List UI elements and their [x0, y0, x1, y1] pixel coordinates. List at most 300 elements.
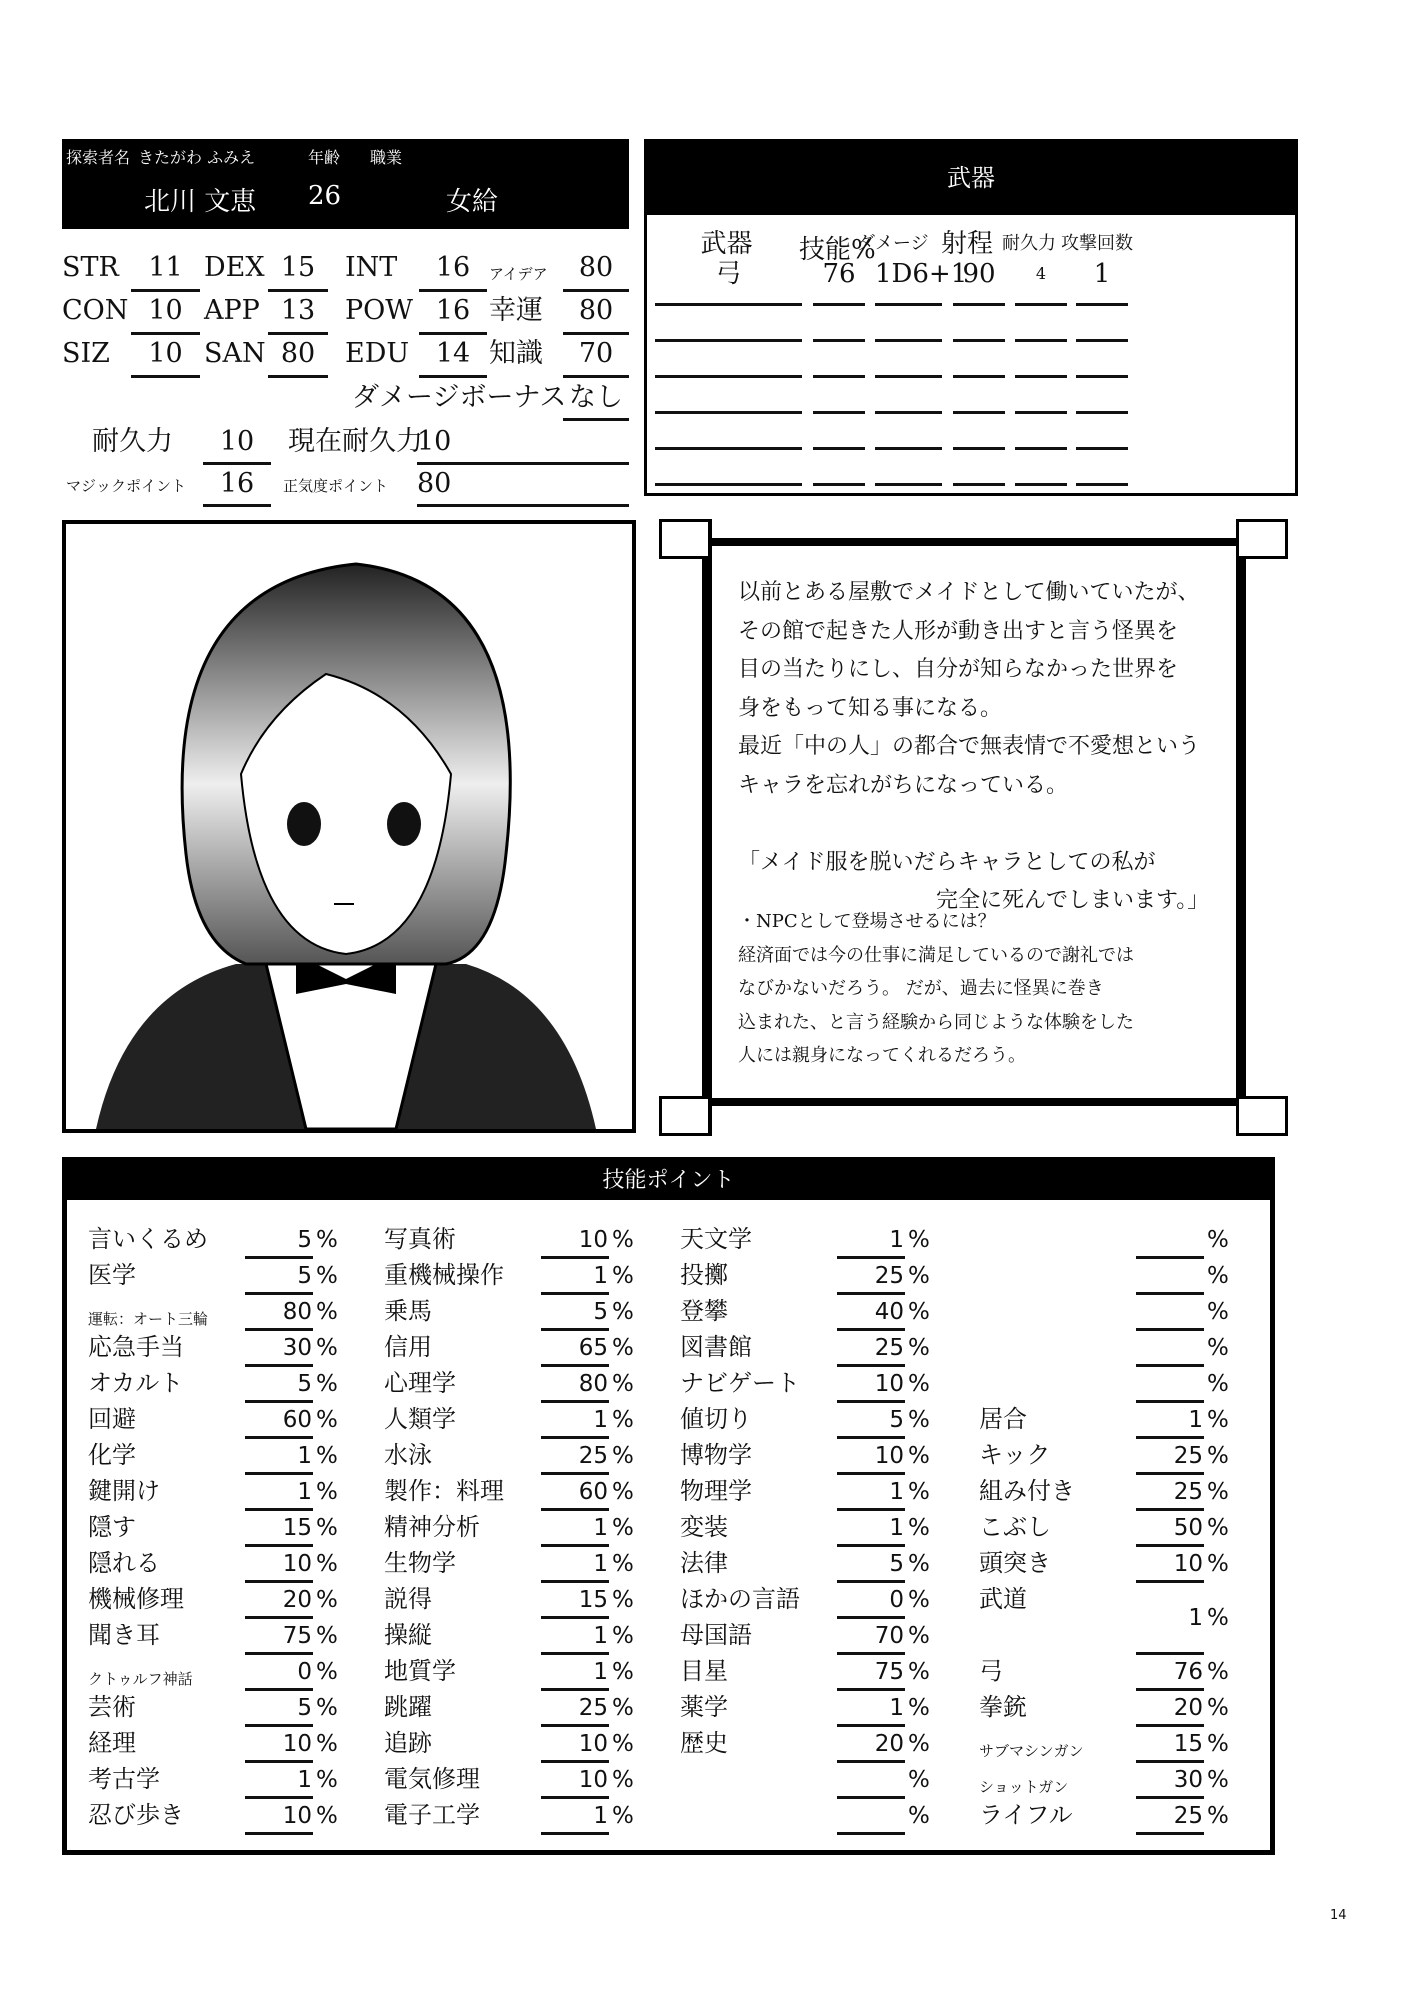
skill-value: 5 [297, 1263, 312, 1289]
stat-label: CON [62, 295, 129, 326]
skill-row [88, 1402, 388, 1438]
percent-sign: % [316, 1623, 338, 1649]
stat-underline [563, 289, 629, 292]
weapon-row-line [953, 483, 1005, 486]
skill-value: 5 [889, 1551, 904, 1577]
skill-value: 1 [297, 1479, 312, 1505]
skill-value: 10 [874, 1371, 904, 1397]
mp-label: マジックポイント [66, 477, 187, 495]
weapon-column-header: 攻撃回数 [1061, 233, 1133, 254]
skill-row [979, 1510, 1279, 1546]
skill-value: 25 [1173, 1803, 1203, 1829]
percent-sign: % [908, 1803, 930, 1829]
skill-value: 30 [282, 1335, 312, 1361]
weapon-row-line [1076, 483, 1128, 486]
backstory-text: 以前とある屋敷でメイドとして働いていたが、 その館で起きた人形が動き出すと言う怪異を 目の当たりにし、自分が知らなかった世界を 身をもって知る事になる。 最近「中の人」の都合で無表情で不愛想という キャラを忘れがちになっている。 「メイド服を脱いだらキャラとしての私が 完全に死んでしまいます。」 [738, 580, 1210, 913]
skill-name: 跳躍 [384, 1693, 432, 1721]
skill-row [88, 1438, 388, 1474]
percent-sign: % [908, 1731, 930, 1757]
stat-label: APP [204, 295, 260, 326]
skill-name: 母国語 [680, 1621, 752, 1649]
skill-name: 芸術 [88, 1693, 136, 1721]
stat-label: POW [345, 295, 414, 326]
npc-usage-note: ・NPCとして登場させるには？ 経済面では今の仕事に満足しているので謝礼では なびかないだろう。 だが、過去に怪異に巻き 込まれた、と言う経験から同じような体験をした 人には親身になってくれるだろう。 [738, 911, 1134, 1066]
skill-value: 80 [578, 1371, 608, 1397]
skill-value: 5 [297, 1695, 312, 1721]
skill-name: 武道 [979, 1585, 1027, 1613]
skill-row [384, 1510, 684, 1546]
age-label: 年齢 [308, 148, 341, 167]
percent-sign: % [612, 1335, 634, 1361]
skill-row [979, 1438, 1279, 1474]
percent-sign: % [316, 1371, 338, 1397]
stat-label: アイデア [489, 265, 548, 283]
skill-row [979, 1690, 1279, 1726]
page-number: 14 [1330, 1908, 1347, 1923]
percent-sign: % [908, 1443, 930, 1469]
stat-underline [563, 332, 629, 335]
stat-value: 15 [280, 252, 316, 283]
weapon-row-line [1076, 375, 1128, 378]
current-hp-value: 10 [417, 426, 452, 457]
investigator-job: 女給 [446, 187, 499, 217]
weapon-row-line [1076, 303, 1128, 306]
stat-label: SAN [204, 338, 266, 369]
skill-value: 15 [282, 1515, 312, 1541]
skill-name: 隠れる [88, 1549, 160, 1577]
percent-sign: % [1207, 1695, 1229, 1721]
skill-name: 考古学 [88, 1765, 160, 1793]
weapon-cell: 90 [962, 259, 996, 289]
skill-name: 拳銃 [979, 1693, 1027, 1721]
skill-value: 10 [578, 1767, 608, 1793]
skill-value: 5 [889, 1407, 904, 1433]
percent-sign: % [316, 1407, 338, 1433]
weapon-cell: 4 [1035, 264, 1047, 283]
skill-name: ナビゲート [680, 1369, 800, 1397]
skill-value: 1 [593, 1659, 608, 1685]
skill-row [680, 1438, 980, 1474]
skill-row [384, 1798, 684, 1834]
stat-underline [268, 289, 328, 292]
skill-name: 博物学 [680, 1441, 752, 1469]
skill-row [384, 1726, 684, 1762]
skill-row [979, 1222, 1279, 1258]
skill-value: 0 [889, 1587, 904, 1613]
skill-row [384, 1690, 684, 1726]
skill-value: 75 [874, 1659, 904, 1685]
percent-sign: % [908, 1407, 930, 1433]
skill-name: 地質学 [384, 1657, 456, 1685]
weapon-row-line [813, 303, 865, 306]
skill-name: 写真術 [384, 1225, 456, 1253]
stat-value: 11 [148, 252, 183, 283]
weapon-row-line [655, 411, 802, 414]
percent-sign: % [316, 1803, 338, 1829]
skill-value: 70 [874, 1623, 904, 1649]
percent-sign: % [316, 1443, 338, 1469]
percent-sign: % [612, 1443, 634, 1469]
skill-name: 回避 [88, 1405, 136, 1433]
skill-value: 20 [1173, 1695, 1203, 1721]
skill-row [680, 1510, 980, 1546]
skill-name: 変装 [680, 1513, 728, 1541]
hp-label: 耐久力 [92, 426, 173, 457]
name-reading: きたがわ ふみえ [138, 148, 256, 167]
skill-row [979, 1366, 1279, 1402]
weapon-row-line [1015, 411, 1067, 414]
name-label: 探索者名 [66, 148, 131, 167]
skill-name: ライフル [979, 1801, 1073, 1829]
skill-name: 乗馬 [384, 1297, 432, 1325]
percent-sign: % [316, 1515, 338, 1541]
skill-value: 1 [593, 1803, 608, 1829]
skill-row [384, 1402, 684, 1438]
skill-row [88, 1798, 388, 1834]
stat-underline [419, 375, 487, 378]
weapon-row-line [875, 339, 942, 342]
weapons-panel [644, 139, 1298, 496]
percent-sign: % [1207, 1803, 1229, 1829]
weapon-row-line [1015, 303, 1067, 306]
percent-sign: % [908, 1623, 930, 1649]
percent-sign: % [908, 1371, 930, 1397]
skill-row [979, 1582, 1279, 1631]
skill-value: 1 [889, 1515, 904, 1541]
skill-value: 1 [593, 1407, 608, 1433]
percent-sign: % [1207, 1263, 1229, 1289]
skill-value: 1 [889, 1227, 904, 1253]
weapon-row-line [953, 375, 1005, 378]
skill-row [680, 1402, 980, 1438]
skill-row [680, 1546, 980, 1582]
stat-label: 知識 [489, 338, 543, 369]
stat-value: 80 [578, 295, 614, 326]
skill-name: 水泳 [384, 1441, 432, 1469]
percent-sign: % [1207, 1227, 1229, 1253]
skill-name: 化学 [88, 1441, 136, 1469]
skill-row [88, 1762, 388, 1798]
skill-name: 物理学 [680, 1477, 752, 1505]
skill-name: 経理 [88, 1729, 136, 1757]
percent-sign: % [908, 1659, 930, 1685]
weapon-cell: 76 [822, 259, 856, 289]
skill-name: こぶし [979, 1513, 1051, 1541]
weapon-cell: 弓 [715, 259, 742, 289]
skill-row [680, 1222, 980, 1258]
skill-value: 25 [578, 1695, 608, 1721]
weapon-row-line [953, 303, 1005, 306]
skill-row [384, 1222, 684, 1258]
skill-row [88, 1546, 388, 1582]
percent-sign: % [316, 1227, 338, 1253]
skill-name: 操縦 [384, 1621, 432, 1649]
percent-sign: % [612, 1407, 634, 1433]
skill-row [979, 1762, 1279, 1798]
skill-name: 精神分析 [384, 1513, 480, 1541]
skill-value: 50 [1173, 1515, 1203, 1541]
skill-row [384, 1762, 684, 1798]
weapon-cell: 1D6+1 [875, 259, 968, 289]
weapon-cell: 1 [1093, 259, 1111, 289]
skill-value: 80 [282, 1299, 312, 1325]
skill-row [88, 1294, 388, 1330]
stat-underline [268, 332, 328, 335]
skill-value: 20 [874, 1731, 904, 1757]
skill-name: 機械修理 [88, 1585, 184, 1613]
skill-underline [837, 1832, 905, 1835]
investigator-name: 北川 文恵 [144, 187, 257, 217]
stat-underline [131, 289, 200, 292]
skill-name: 製作：料理 [384, 1477, 504, 1505]
skill-name: 医学 [88, 1261, 136, 1289]
investigator-header [62, 139, 629, 229]
percent-sign: % [612, 1371, 634, 1397]
skill-row [979, 1726, 1279, 1762]
skill-name: 法律 [680, 1549, 728, 1577]
percent-sign: % [316, 1695, 338, 1721]
skill-name: 電気修理 [384, 1765, 480, 1793]
percent-sign: % [1207, 1335, 1229, 1361]
skill-value: 1 [593, 1263, 608, 1289]
percent-sign: % [1207, 1515, 1229, 1541]
character-portrait [62, 520, 636, 1133]
stat-value: 80 [578, 252, 614, 283]
weapon-row-line [875, 447, 942, 450]
stat-label: INT [345, 252, 398, 283]
skill-value: 1 [1188, 1407, 1203, 1433]
skill-row [979, 1294, 1279, 1330]
skill-row [88, 1330, 388, 1366]
skill-name: 図書館 [680, 1333, 752, 1361]
skill-row [384, 1618, 684, 1654]
weapon-row-line [655, 447, 802, 450]
skill-row [384, 1438, 684, 1474]
skill-row [680, 1654, 980, 1690]
percent-sign: % [612, 1515, 634, 1541]
weapon-row-line [953, 411, 1005, 414]
skill-value: 10 [282, 1551, 312, 1577]
skill-name: 心理学 [384, 1369, 456, 1397]
stat-underline [419, 332, 487, 335]
skill-row [384, 1582, 684, 1618]
skills-title: 技能ポイント [67, 1162, 1270, 1200]
skill-underline [541, 1832, 609, 1835]
skill-value: 60 [282, 1407, 312, 1433]
weapon-row-line [655, 303, 802, 306]
stat-underline [563, 375, 629, 378]
skill-name: 頭突き [979, 1549, 1051, 1577]
percent-sign: % [1207, 1407, 1229, 1433]
skill-value: 1 [593, 1623, 608, 1649]
skill-value: 10 [874, 1443, 904, 1469]
skill-name: 言いくるめ [88, 1225, 208, 1253]
skill-row [680, 1294, 980, 1330]
skill-row [384, 1546, 684, 1582]
skill-name: キック [979, 1441, 1051, 1469]
skill-name: 値切り [680, 1405, 752, 1433]
percent-sign: % [612, 1803, 634, 1829]
skill-value: 10 [578, 1731, 608, 1757]
percent-sign: % [908, 1695, 930, 1721]
weapon-column-header: 技能% [799, 235, 876, 265]
weapon-row-line [813, 483, 865, 486]
skill-value: 1 [297, 1443, 312, 1469]
hp-value: 10 [219, 426, 255, 457]
skill-row [680, 1690, 980, 1726]
skill-row [384, 1654, 684, 1690]
percent-sign: % [908, 1767, 930, 1793]
skill-value: 0 [297, 1659, 312, 1685]
skill-value: 1 [593, 1515, 608, 1541]
skill-row [384, 1294, 684, 1330]
skill-row [979, 1474, 1279, 1510]
weapon-column-header: 耐久力 [1002, 233, 1056, 254]
skill-row [680, 1618, 980, 1654]
percent-sign: % [908, 1299, 930, 1325]
skill-name: 生物学 [384, 1549, 456, 1577]
skill-value: 1 [889, 1695, 904, 1721]
weapon-row-line [655, 375, 802, 378]
skill-row [680, 1330, 980, 1366]
weapon-row-line [813, 447, 865, 450]
percent-sign: % [1207, 1605, 1229, 1631]
percent-sign: % [1207, 1299, 1229, 1325]
skill-name: 聞き耳 [88, 1621, 160, 1649]
weapon-row-line [875, 303, 942, 306]
skill-value: 25 [1173, 1443, 1203, 1469]
damage-bonus-value: なし [569, 382, 623, 413]
weapon-row-line [1015, 447, 1067, 450]
skill-value: 60 [578, 1479, 608, 1505]
weapon-row-line [875, 411, 942, 414]
skill-value: 25 [874, 1335, 904, 1361]
weapon-row-line [1076, 339, 1128, 342]
percent-sign: % [612, 1731, 634, 1757]
skill-name: 電子工学 [384, 1801, 480, 1829]
skill-value: 65 [578, 1335, 608, 1361]
stat-value: 13 [280, 295, 316, 326]
skill-value: 1 [593, 1551, 608, 1577]
percent-sign: % [908, 1551, 930, 1577]
job-label: 職業 [370, 148, 403, 167]
percent-sign: % [908, 1515, 930, 1541]
skill-row [979, 1330, 1279, 1366]
weapon-row-line [1015, 483, 1067, 486]
skill-row [88, 1474, 388, 1510]
skill-name: オカルト [88, 1369, 184, 1397]
percent-sign: % [612, 1623, 634, 1649]
skill-name: 応急手当 [88, 1333, 184, 1361]
stat-label: STR [62, 252, 119, 283]
percent-sign: % [316, 1551, 338, 1577]
weapon-row-line [655, 483, 802, 486]
skill-name: 信用 [384, 1333, 432, 1361]
weapon-row-line [813, 339, 865, 342]
percent-sign: % [612, 1695, 634, 1721]
skill-row [979, 1402, 1279, 1438]
skill-underline [245, 1832, 313, 1835]
skill-row [88, 1510, 388, 1546]
weapon-row-line [1015, 375, 1067, 378]
stat-label: SIZ [62, 338, 110, 369]
percent-sign: % [316, 1335, 338, 1361]
skill-row [88, 1618, 388, 1654]
skill-underline [1136, 1832, 1204, 1835]
skill-name: 運転：オート三輪 [88, 1310, 209, 1328]
skill-name: 居合 [979, 1405, 1027, 1433]
skill-name: サブマシンガン [979, 1742, 1084, 1760]
skill-row [88, 1690, 388, 1726]
skill-row [979, 1798, 1279, 1834]
percent-sign: % [1207, 1731, 1229, 1757]
skill-value: 75 [282, 1623, 312, 1649]
skill-row [384, 1366, 684, 1402]
percent-sign: % [316, 1299, 338, 1325]
skill-name: クトゥルフ神話 [88, 1670, 193, 1688]
skill-name: 隠す [88, 1513, 136, 1541]
skill-value: 5 [297, 1227, 312, 1253]
skill-value: 15 [578, 1587, 608, 1613]
percent-sign: % [908, 1227, 930, 1253]
weapon-row-line [813, 375, 865, 378]
mp-value: 16 [219, 468, 255, 499]
skill-value: 1 [889, 1479, 904, 1505]
stat-value: 80 [280, 338, 316, 369]
skill-row [88, 1726, 388, 1762]
percent-sign: % [612, 1587, 634, 1613]
stat-underline [131, 332, 200, 335]
percent-sign: % [1207, 1659, 1229, 1685]
skill-row [384, 1474, 684, 1510]
percent-sign: % [1207, 1479, 1229, 1505]
skill-value: 10 [578, 1227, 608, 1253]
skill-row [88, 1582, 388, 1618]
weapon-row-line [953, 339, 1005, 342]
percent-sign: % [316, 1587, 338, 1613]
stat-label: 幸運 [489, 295, 543, 326]
percent-sign: % [316, 1731, 338, 1757]
weapon-row-line [1076, 447, 1128, 450]
skill-row [88, 1654, 388, 1690]
skill-row [384, 1330, 684, 1366]
skill-value: 1 [297, 1767, 312, 1793]
stat-value: 10 [148, 338, 183, 369]
stat-value: 16 [435, 295, 471, 326]
skill-name: 忍び歩き [88, 1801, 184, 1829]
stat-underline [131, 375, 200, 378]
weapon-row-line [1076, 411, 1128, 414]
skill-value: 40 [874, 1299, 904, 1325]
weapon-column-header: 射程 [941, 229, 994, 259]
skill-value: 10 [1173, 1551, 1203, 1577]
skill-name: 人類学 [384, 1405, 456, 1433]
percent-sign: % [612, 1551, 634, 1577]
percent-sign: % [316, 1479, 338, 1505]
skill-row [680, 1474, 980, 1510]
percent-sign: % [1207, 1767, 1229, 1793]
weapon-column-header: ダメージ [857, 233, 929, 254]
skill-row [979, 1258, 1279, 1294]
percent-sign: % [1207, 1371, 1229, 1397]
skill-row [88, 1222, 388, 1258]
stat-underline [268, 375, 328, 378]
percent-sign: % [612, 1479, 634, 1505]
stat-underline [419, 289, 487, 292]
stat-value: 70 [578, 338, 614, 369]
percent-sign: % [908, 1263, 930, 1289]
skill-row [680, 1258, 980, 1294]
